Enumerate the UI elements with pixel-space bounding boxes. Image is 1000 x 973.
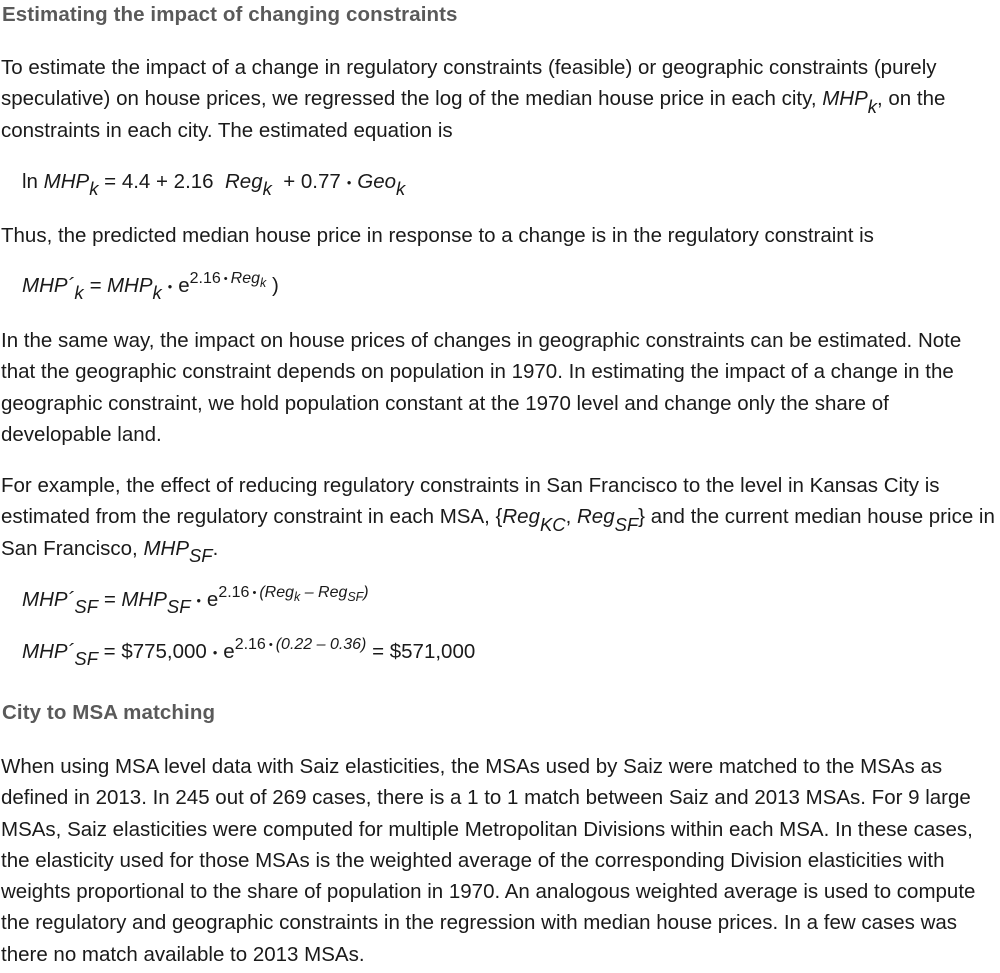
equation-sf-regulatory: MHP´SF = MHPSF • $e^{2.16 • (Reg_k - Reg_{SF})}$ xyxy=(22,584,369,618)
paragraph-predicted-price: Thus, the predicted median house price in response to a change is in the regulatory constraint is xyxy=(1,224,874,247)
section-heading-estimating: Estimating the impact of changing constraints xyxy=(2,3,458,26)
equation-log-regression: ln MHPk = 4.4 + 2.16 Regk + 0.77 • Geok xyxy=(22,170,406,200)
paragraph-example: For example, the effect of reducing regulatory constraints in San Francisco to the level in Kansas City is estimated from the regulatory constraint in each MSA, {RegKC, RegSF} and the current median house price in San Francisco, MHPSF. xyxy=(1,474,995,566)
section-heading-city-msa: City to MSA matching xyxy=(2,701,216,724)
equation-predicted-price: MHP´k = MHPk • $e^{2.16 • Reg_k}$ ) xyxy=(22,270,279,304)
equation-sf-result: MHP´SF = $775,000 • $e^{2.16 • (0.22 - 0.36)}$ = $571,000 xyxy=(22,636,476,670)
paragraph-geographic-constraints: In the same way, the impact on house prices of changes in geographic constraints can be estimated. Note that the geographic constraint depends on population in 1970. In estimating the impact of a change in the geographic constraint, we hold population constant at the 1970 level and change only the share of developable land. xyxy=(1,329,962,446)
paragraph-msa-matching: When using MSA level data with Saiz elasticities, the MSAs used by Saiz were matched to the MSAs as defined in 2013. In 245 out of 269 cases, there is a 1 to 1 match between Saiz and 2013 MSAs. For 9 large MSAs, Saiz elasticities were computed for multiple Metropolitan Divisions within each MSA. In these cases, the elasticity used for those MSAs is the weighted average of the corresponding Division elasticities with weights proportional to the share of population in 1970. An analogous weighted average is used to compute the regulatory and geographic constraints in the regression with median house prices. In a few cases was there no match available to 2013 MSAs. xyxy=(1,755,976,966)
paragraph-intro: To estimate the impact of a change in regulatory constraints (feasible) or geographic constraints (purely speculative) on house prices, we regressed the log of the median house price in each city, MHPk, on the constraints in each city. The estimated equation is xyxy=(1,56,946,142)
